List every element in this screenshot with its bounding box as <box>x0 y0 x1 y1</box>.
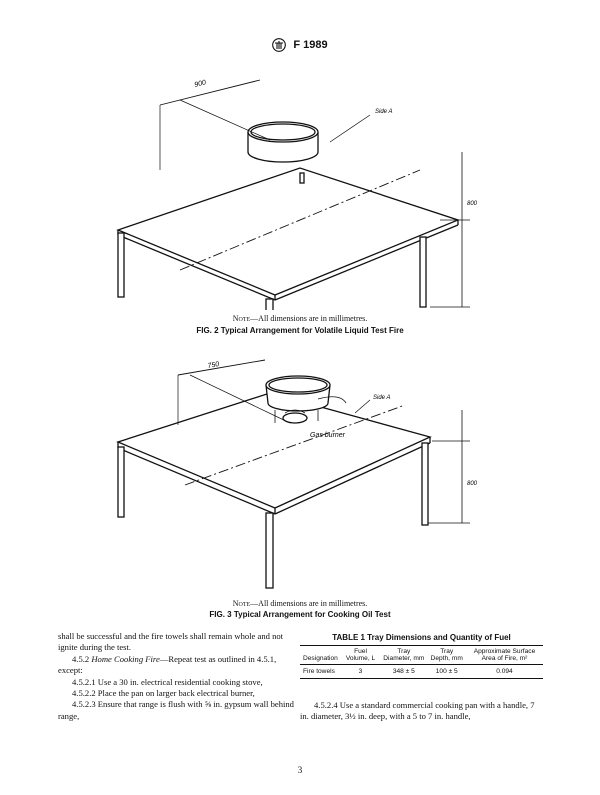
paragraph: 4.5.2.4 Use a standard commercial cooking pan with a handle, 7 in. diameter, 3½ in. deep, with a 5 to 7 in. handle, <box>300 700 535 722</box>
table-1-caption: TABLE 1 Tray Dimensions and Quantity of Fuel <box>332 633 511 642</box>
table-cell: 100 ± 5 <box>427 665 465 679</box>
fig2-dim-height: 800 <box>467 201 478 207</box>
paragraph: shall be successful and the fire towels shall remain whole and not ignite during the test. <box>58 631 284 653</box>
figure-2-note: Note—All dimensions are in millimetres. <box>232 314 368 323</box>
figure-2-caption: FIG. 2 Typical Arrangement for Volatile Liquid Test Fire <box>196 326 404 335</box>
table-header-cell: Fuel Volume, L <box>341 646 380 665</box>
fig3-dim-height: 800 <box>467 481 478 487</box>
page-number: 3 <box>297 765 303 775</box>
figure-3-caption: FIG. 3 Typical Arrangement for Cooking Oil Test <box>209 610 391 619</box>
fig2-dim-width: 900 <box>193 79 207 89</box>
fig3-burner-label: Gas burner <box>310 432 346 439</box>
fig2-side-label: Side A <box>375 109 393 115</box>
table-cell: 0.094 <box>466 665 543 679</box>
table-cell: 3 <box>341 665 380 679</box>
paragraph: 4.5.2.1 Use a 30 in. electrical residential cooking stove, <box>72 676 263 687</box>
standard-designation: F 1989 <box>293 38 328 51</box>
table-header-cell: Approximate Surface Area of Fire, m² <box>466 646 543 665</box>
section-4-5-2: 4.5.2 Home Cooking Fire—Repeat test as outlined in 4.5.1, except: <box>58 653 277 676</box>
paragraph: 4.5.2.3 Ensure that range is flush with ⅝ in. gypsum wall behind range, <box>58 699 294 721</box>
table-header-cell: Designation <box>300 646 341 665</box>
table-cell: 348 ± 5 <box>380 665 427 679</box>
table-row <box>300 665 543 679</box>
fire-pan <box>248 122 318 162</box>
figure-2-drawing <box>0 70 600 310</box>
paragraph: 4.5.2.2 Place the pan on larger back electrical burner, <box>72 688 255 699</box>
document-header <box>0 38 600 52</box>
figure-3-drawing <box>0 355 600 595</box>
table-1 <box>300 645 543 679</box>
table-header-cell: Tray Depth, mm <box>427 646 465 665</box>
left-column-text <box>58 631 294 722</box>
fig3-side-label: Side A <box>373 395 391 401</box>
table-header-cell: Tray Diameter, mm <box>380 646 427 665</box>
table-top <box>118 393 430 508</box>
table-header-row <box>300 646 543 665</box>
fig3-dim-width: 750 <box>207 361 220 370</box>
astm-logo-icon <box>272 38 286 52</box>
table-top <box>118 168 458 295</box>
table-cell: Fire towels <box>300 665 341 679</box>
right-column-text <box>300 700 543 723</box>
figure-3-note: Note—All dimensions are in millimetres. <box>232 599 368 608</box>
